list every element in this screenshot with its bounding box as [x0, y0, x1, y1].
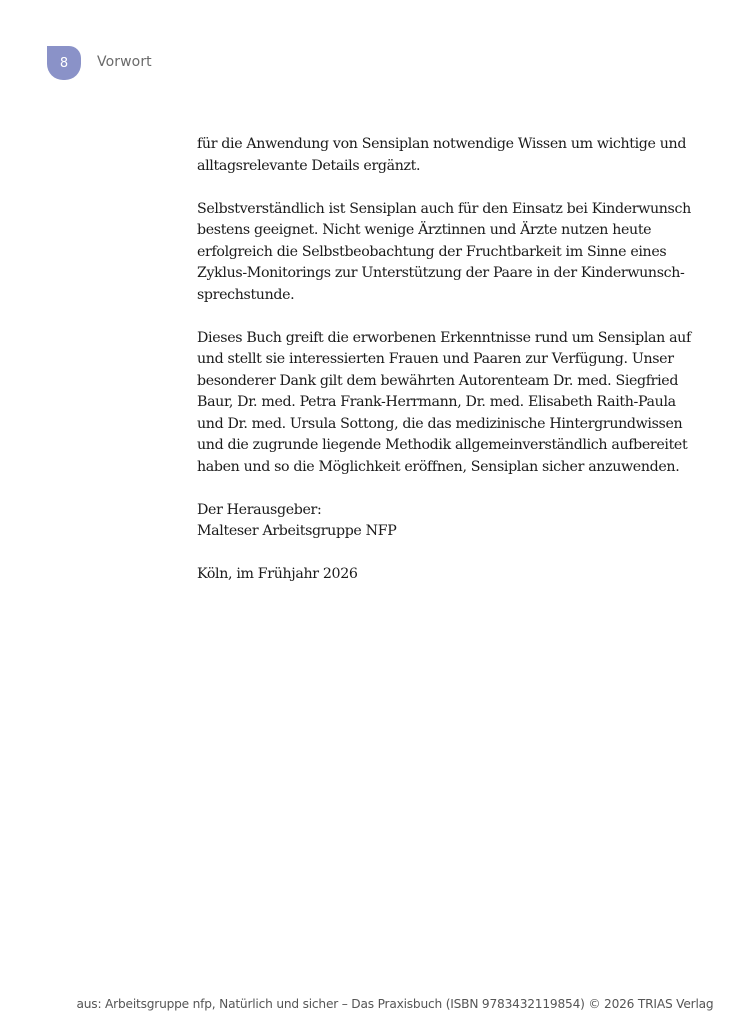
publisher-signature [197, 500, 697, 543]
text-line: Baur, Dr. med. Petra Frank-Herrmann, Dr. med. Elisabeth Raith-Paula [197, 394, 676, 410]
text-line: haben und so die Möglichkeit eröffnen, Sensiplan sicher anzuwenden. [197, 458, 680, 475]
text-line: erfolgreich die Selbstbeobachtung der Fruchtbarkeit im Sinne eines [197, 243, 667, 260]
paragraph-3 [197, 328, 697, 479]
text-line: alltagsrelevante Details ergänzt. [197, 157, 421, 174]
text-line: Der Herausgeber: [197, 501, 322, 518]
page-number: 8 [59, 55, 69, 71]
text-line: Selbstverständlich ist Sensiplan auch für den Einsatz bei Kinderwunsch [197, 200, 691, 217]
text-line: Malteser Arbeitsgruppe NFP [197, 523, 397, 539]
text-line: und die zugrunde liegende Methodik allgemeinverständlich aufbereitet [197, 437, 688, 453]
text-line: Zyklus-Monitorings zur Unterstützung der Paare in der Kinderwunsch- [197, 265, 685, 281]
text-line: Köln, im Frühjahr 2026 [197, 566, 358, 582]
text-line: Dieses Buch greift die erworbenen Erkenntnisse rund um Sensiplan auf [197, 329, 691, 346]
body-text [197, 134, 697, 607]
text-line: und stellt sie interessierten Frauen und Paaren zur Verfügung. Unser [197, 351, 674, 367]
paragraph-2 [197, 199, 697, 307]
running-head-title: Vorwort [97, 54, 152, 70]
text-line: bestens geeignet. Nicht wenige Ärztinnen und Ärzte nutzen heute [197, 222, 652, 238]
text-line: sprechstunde. [197, 286, 295, 303]
text-line: besonderer Dank gilt dem bewährten Autorenteam Dr. med. Siegfried [197, 372, 679, 389]
footer-citation: aus: Arbeitsgruppe nfp, Natürlich und sicher – Das Praxisbuch (ISBN 9783432119854) © 2026 TRIAS Verlag [76, 997, 714, 1011]
text-line: für die Anwendung von Sensiplan notwendige Wissen um wichtige und [197, 136, 687, 152]
page-number-badge [47, 46, 81, 80]
place-date [197, 564, 697, 586]
paragraph-1 [197, 134, 697, 177]
text-line: und Dr. med. Ursula Sottong, die das medizinische Hintergrundwissen [197, 415, 683, 432]
